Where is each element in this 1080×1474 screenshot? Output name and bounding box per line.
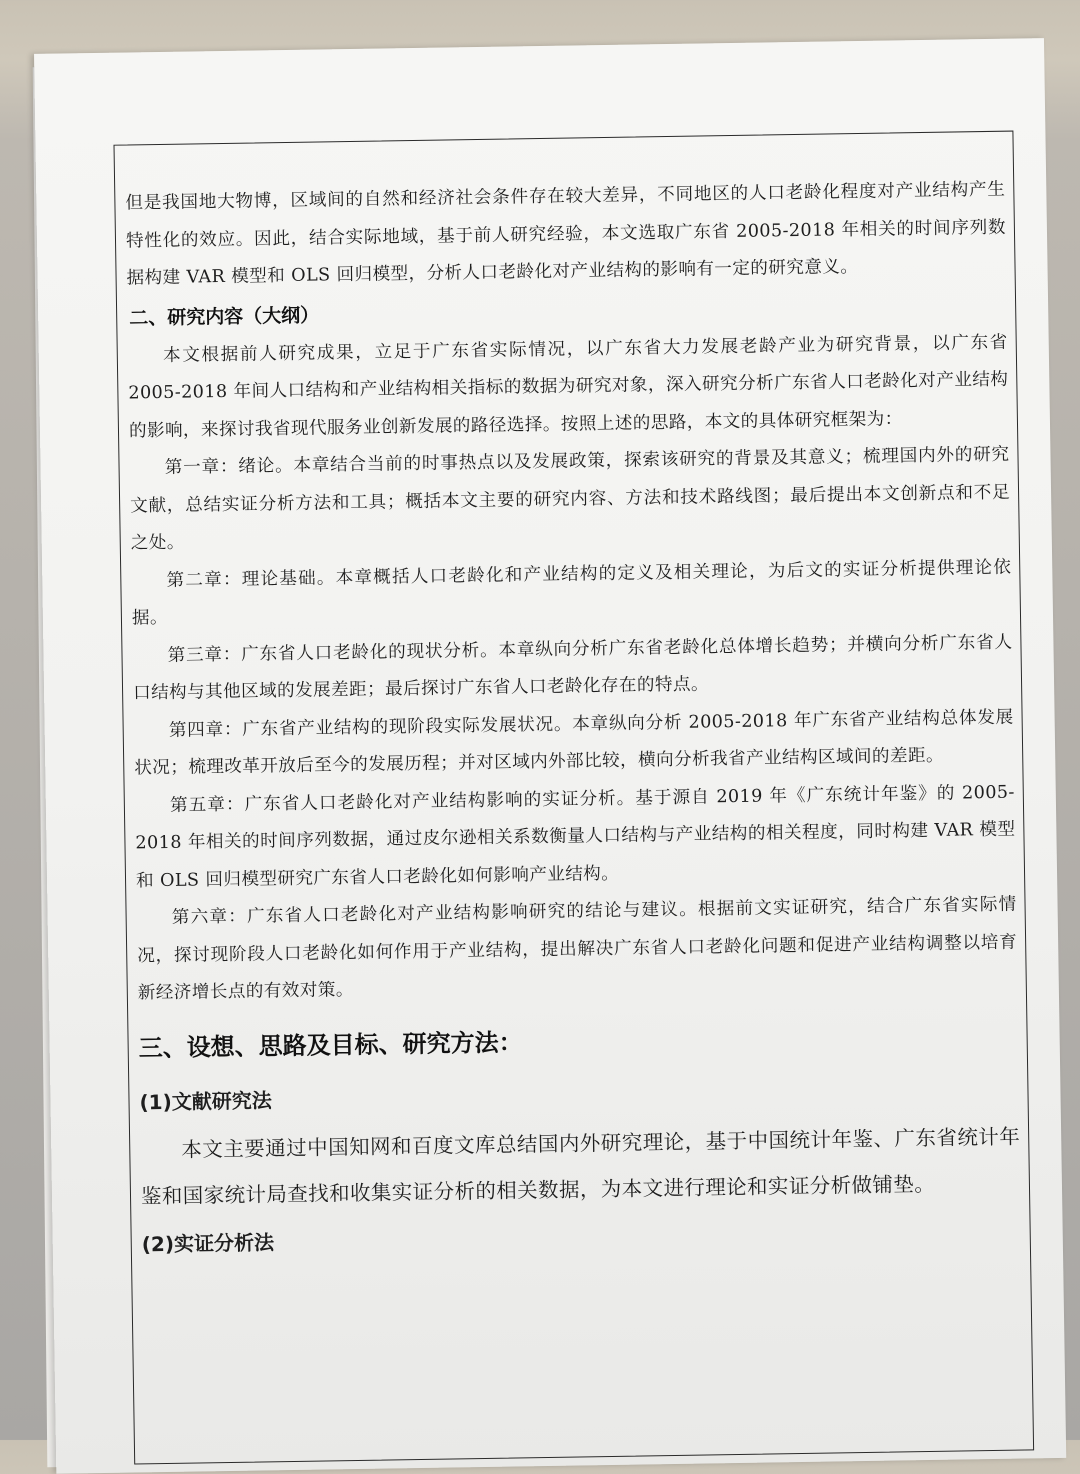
section3-heading: 三、设想、思路及目标、研究方法： xyxy=(138,1027,523,1062)
chapter-1: 第一章：绪论。本章结合当前的时事热点以及发展政策，探索该研究的背景及其意义；梳理国内外的研究文献，总结实证分析方法和工具；概括本文主要的研究内容、方法和技术路线图；最后提出本文创新点和不足之处。 xyxy=(130,444,1011,554)
section2-heading: 二、研究内容（大纲） xyxy=(129,303,320,329)
section2-intro: 本文根据前人研究成果，立足于广东省实际情况，以广东省大力发展老龄产业为研究背景，以广东省 2005-2018 年间人口结构和产业结构相关指标的数据为研究对象，深入研究分析广东省人口老龄化对产业结构的影响，来探讨我省现代服务业创新发展的路径选择。按照上述的思路，本文的具体研究框架为： xyxy=(128,332,1009,441)
method2-title: (2)实证分析法 xyxy=(141,1229,275,1256)
chapter-2: 第二章：理论基础。本章概括人口老龄化和产业结构的定义及相关理论，为后文的实证分析提供理论依据。 xyxy=(131,557,1012,629)
chapter-3: 第三章：广东省人口老龄化的现状分析。本章纵向分析广东省老龄化总体增长趋势；并横向分析广东省人口结构与其他区域的发展差距；最后探讨广东省人口老龄化存在的特点。 xyxy=(132,632,1013,704)
method1-title: (1)文献研究法 xyxy=(139,1087,272,1114)
intro-paragraph: 但是我国地大物博，区域间的自然和经济社会条件存在较大差异，不同地区的人口老龄化程度对产业结构产生特性化的效应。因此，结合实际地域，基于前人研究经验，本文选取广东省 2005-2018 年相关的时间序列数据构建 VAR 模型和 OLS 回归模型，分析人口老龄化对产业结构的影响有一定的研究意义。 xyxy=(125,179,1007,289)
chapter-5: 第五章：广东省人口老龄化对产业结构影响的实证分析。基于源自 2019 年《广东统计年鉴》的 2005-2018 年相关的时间序列数据，通过皮尔逊相关系数衡量人口结构与产业结构的相关程度，同时构建 VAR 模型和 OLS 回归模型研究广东省人口老龄化如何影响产业结构。 xyxy=(135,782,1016,891)
document-page xyxy=(34,38,1066,1474)
page-border xyxy=(113,131,1034,1465)
page-content xyxy=(125,172,1022,1269)
chapter-4: 第四章：广东省产业结构的现阶段实际发展状况。本章纵向分析 2005-2018 年广东省产业结构总体发展状况；梳理改革开放后至今的发展历程；并对区域内外部比较，横向分析我省产业结构区域间的差距。 xyxy=(134,707,1014,779)
chapter-6: 第六章：广东省人口老龄化对产业结构影响研究的结论与建议。根据前文实证研究，结合广东省实际情况，探讨现阶段人口老龄化如何作用于产业结构，提出解决广东省人口老龄化问题和促进产业结构调整以培育新经济增长点的有效对策。 xyxy=(137,894,1018,1004)
method1-text: 本文主要通过中国知网和百度文库总结国内外研究理论，基于中国统计年鉴、广东省统计年鉴和国家统计局查找和收集实证分析的相关数据，为本文进行理论和实证分析做铺垫。 xyxy=(140,1124,1021,1208)
